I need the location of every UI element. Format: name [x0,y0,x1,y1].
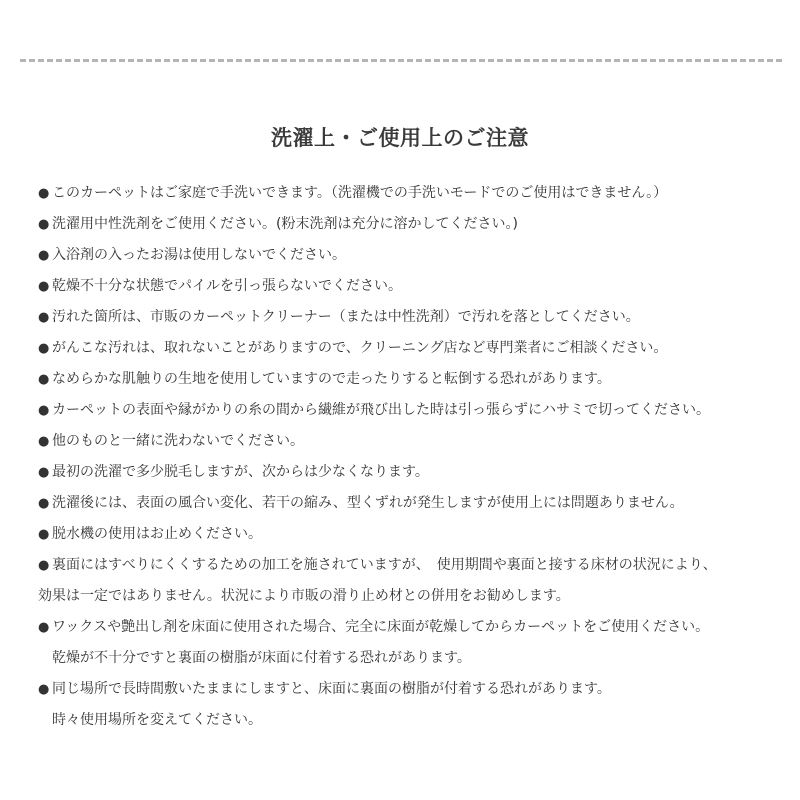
bullet-icon: ● [38,279,50,294]
caution-item [38,178,783,209]
caution-text: 同じ場所で長時間敷いたままにしますと、床面に裏面の樹脂が付着する恐れがあります。 [52,681,611,697]
dashed-divider [20,59,782,62]
page-title: 洗濯上・ご使用上のご注意 [271,126,529,151]
bullet-icon: ● [38,403,50,418]
caution-text: 効果は一定ではありません。状況により市販の滑り止め材との併用をお勧めします。 [38,588,570,604]
bullet-icon: ● [38,217,50,232]
caution-item [38,426,783,457]
caution-text: 汚れた箇所は、市販のカーペットクリーナー（または中性洗剤）で汚れを落としてください。 [52,309,640,325]
caution-text: 最初の洗濯で多少脱毛しますが、次からは少なくなります。 [52,464,429,480]
caution-item [38,519,783,550]
caution-text: なめらかな肌触りの生地を使用していますので走ったりすると転倒する恐れがあります。 [52,371,611,387]
bullet-icon: ● [38,620,50,635]
caution-text: 洗濯用中性洗剤をご使用ください。(粉末洗剤は充分に溶かしてください。) [52,216,518,232]
bullet-icon: ● [38,527,50,542]
caution-text: がんこな汚れは、取れないことがありますので、クリーニング店など専門業者にご相談ください。 [52,340,668,356]
bullet-icon: ● [38,310,50,325]
caution-text: カーペットの表面や縁がかりの糸の間から繊維が飛び出した時は引っ張らずにハサミで切ってください。 [52,402,710,418]
caution-item [38,333,783,364]
bullet-icon: ● [38,341,50,356]
caution-text: このカーペットはご家庭で手洗いできます。（洗濯機での手洗いモードでのご使用はできません。） [52,185,668,201]
caution-text: 洗濯後には、表面の風合い変化、若干の縮み、型くずれが発生しますが使用上には問題ありません。 [52,495,684,511]
caution-item [38,488,783,519]
bullet-icon: ● [38,496,50,511]
bullet-icon: ● [38,186,50,201]
caution-item [38,302,783,333]
caution-item [38,612,783,674]
caution-text: 乾燥が不十分ですと裏面の樹脂が床面に付着する恐れがあります。 [52,650,471,666]
caution-item [38,457,783,488]
caution-item [38,240,783,271]
bullet-icon: ● [38,372,50,387]
caution-text: 乾燥不十分な状態でパイルを引っ張らないでください。 [52,278,402,294]
caution-text: 裏面にはすべりにくくするための加工を施されていますが、 使用期間や裏面と接する床材の状況により、 [52,557,717,573]
caution-item [38,550,783,612]
caution-text: 他のものと一緒に洗わないでください。 [52,433,304,449]
caution-text: 脱水機の使用はお止めください。 [52,526,262,542]
caution-list [38,178,783,736]
bullet-icon: ● [38,558,50,573]
caution-item [38,395,783,426]
caution-item [38,209,783,240]
caution-text: 入浴剤の入ったお湯は使用しないでください。 [52,247,346,263]
caution-text: ワックスや艶出し剤を床面に使用された場合、完全に床面が乾燥してからカーペットをご使用ください。 [52,619,710,635]
bullet-icon: ● [38,682,50,697]
caution-item [38,271,783,302]
bullet-icon: ● [38,465,50,480]
bullet-icon: ● [38,248,50,263]
caution-text: 時々使用場所を変えてください。 [52,712,262,728]
bullet-icon: ● [38,434,50,449]
caution-item [38,364,783,395]
caution-item [38,674,783,736]
